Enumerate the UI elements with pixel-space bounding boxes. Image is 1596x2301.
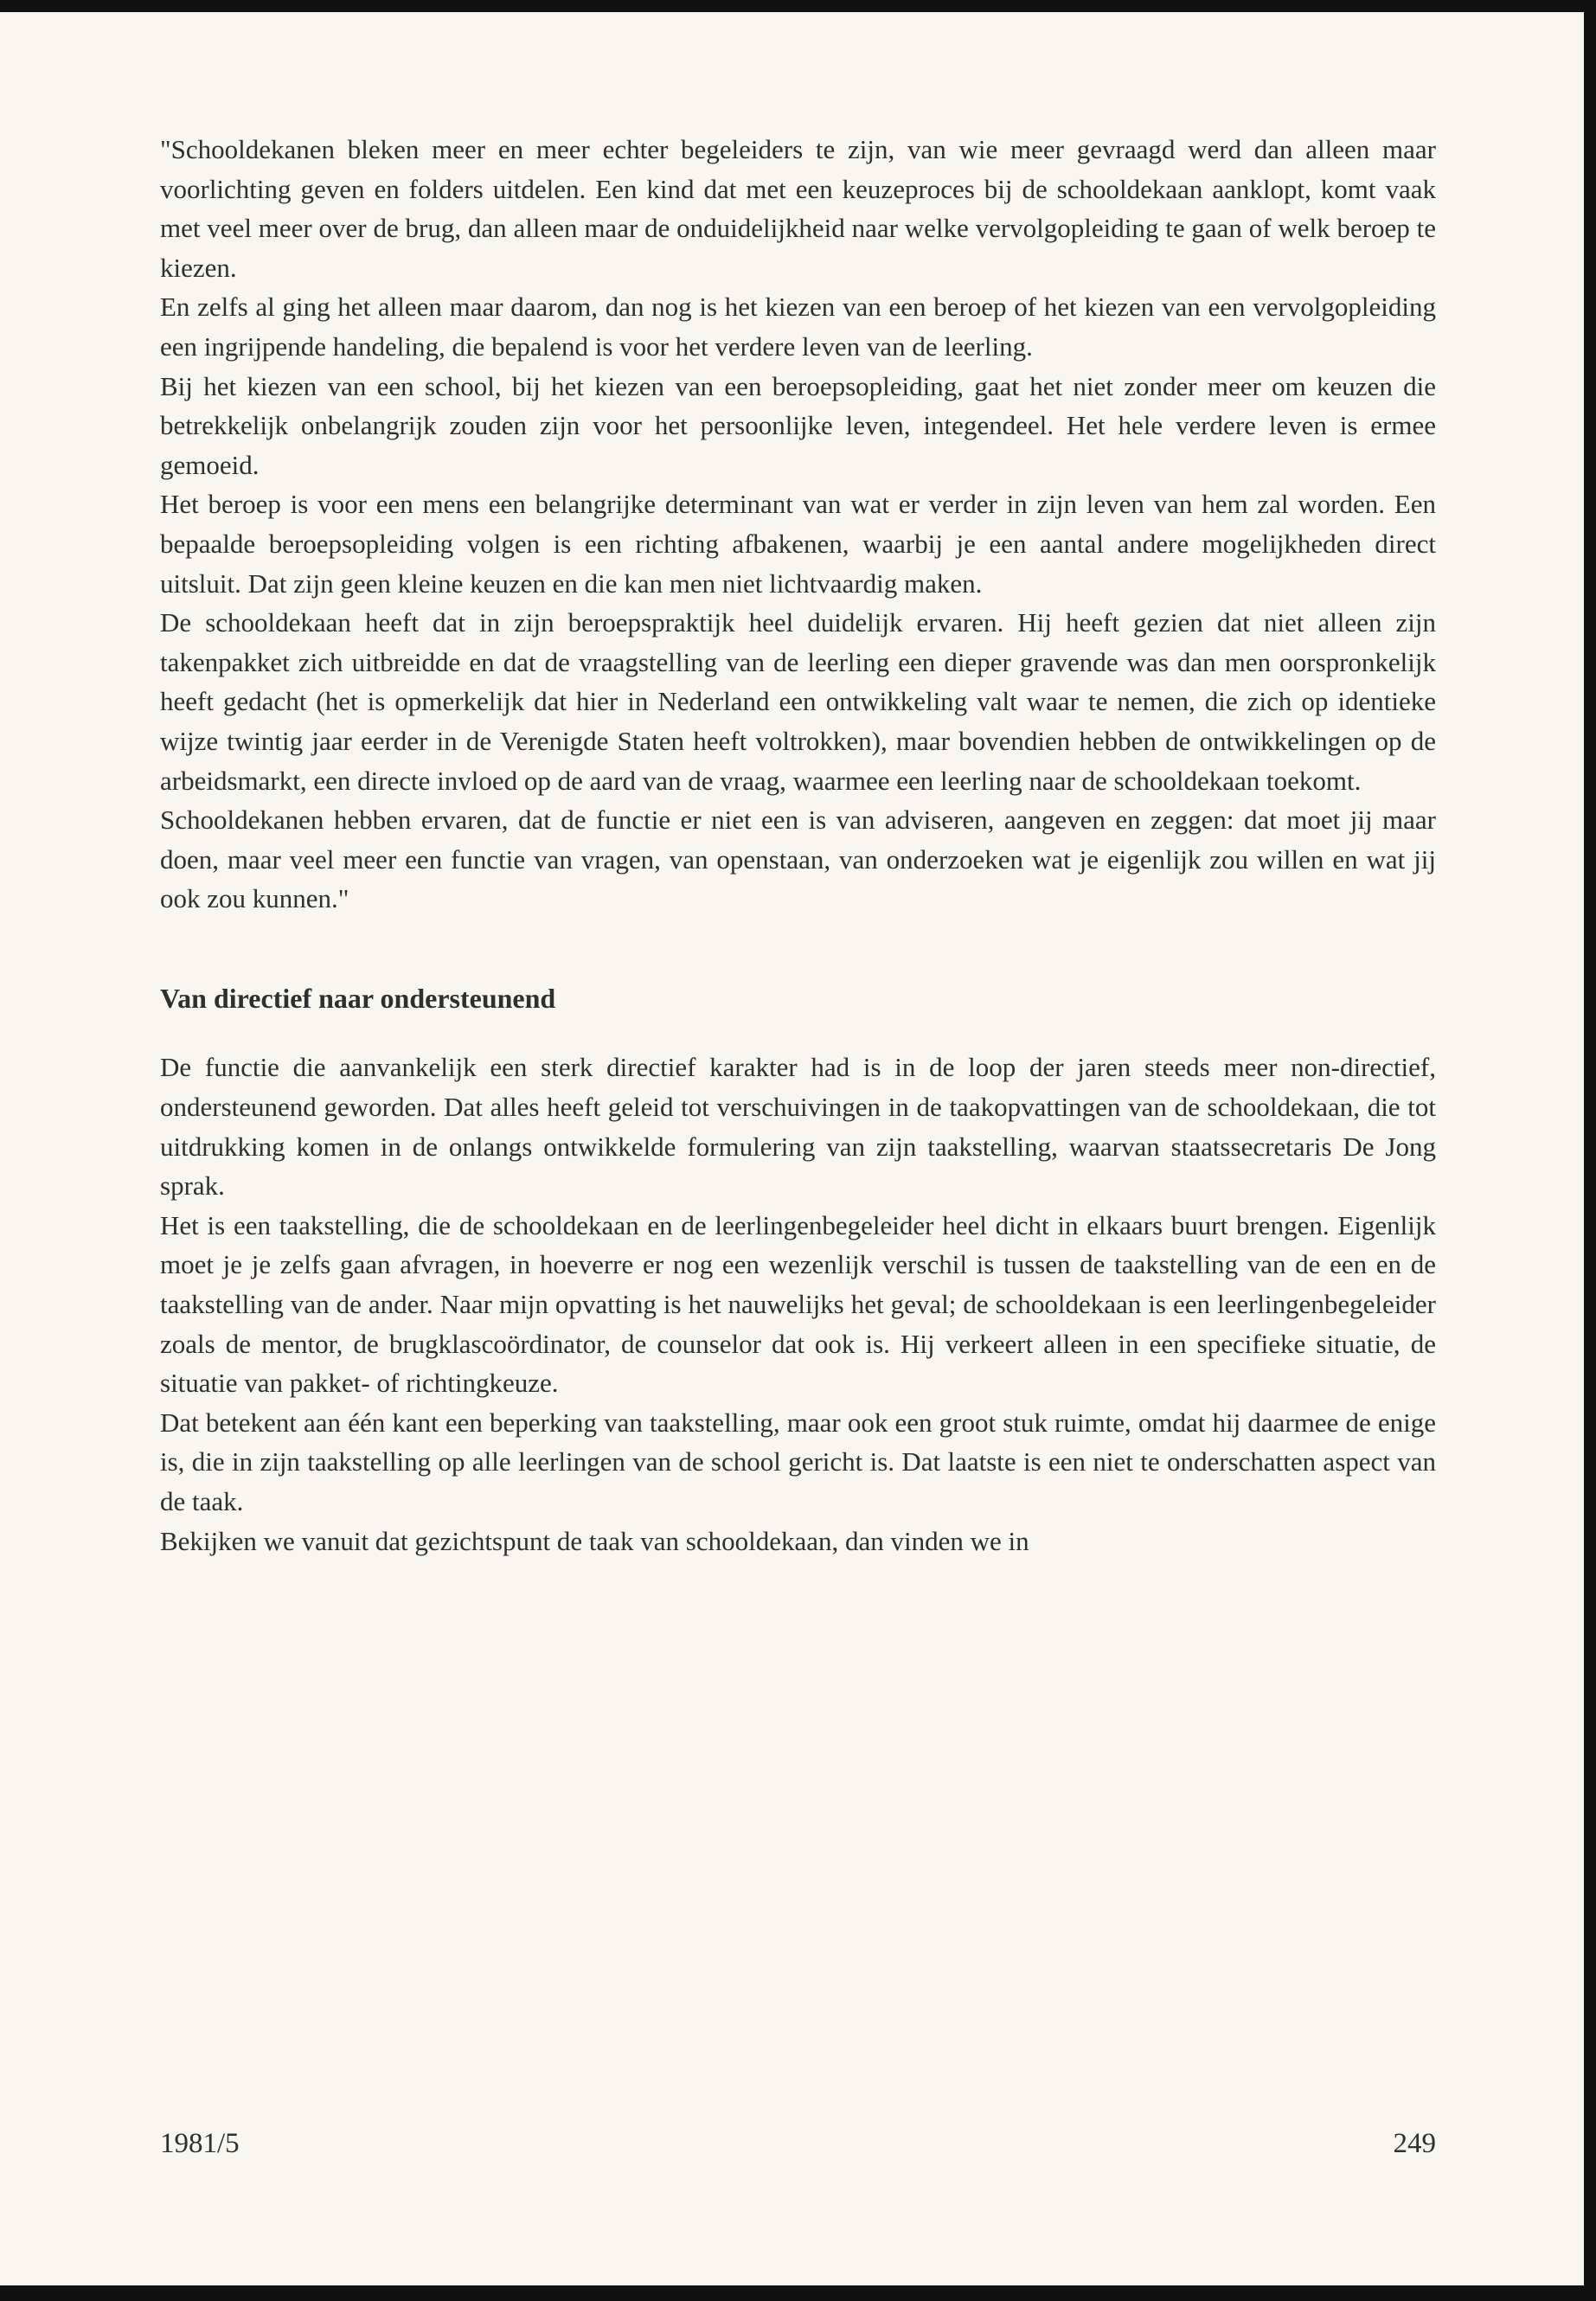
page-body: [160, 130, 1436, 1561]
section-heading: Van directief naar ondersteunend: [160, 982, 556, 1014]
paragraph-section-2: Het is een taakstelling, die de schooldekaan en de leerlingenbegeleider heel dicht in elkaars buurt brengen. Eigenlijk moet je je zelfs gaan afvragen, in hoeverre er nog een wezenlijk verschil is tussen de taakstelling van de een en de taakstelling van de ander. Naar mijn opvatting is het nauwelijks het geval; de schooldekaan is een leerlingenbegeleider zoals de mentor, de brugklascoördinator, de counselor dat ook is. Hij verkeert alleen in een specifieke situatie, de situatie van pakket- of richtingkeuze.: [160, 1209, 1436, 1399]
page-footer: [160, 2128, 1436, 2160]
scan-border-bottom: [0, 2285, 1596, 2301]
paragraph-quote-1: "Schooldekanen bleken meer en meer echter begeleiders te zijn, van wie meer gevraagd werd dan alleen maar voorlichting geven en folders uitdelen. Een kind dat met een keuzeproces bij de schooldekaan aanklopt, komt vaak met veel meer over de brug, dan alleen maar de onduidelijkheid naar welke vervolgopleiding te gaan of welk beroep te kiezen.: [160, 134, 1436, 283]
paragraph-section-4: Bekijken we vanuit dat gezichtspunt de taak van schooldekaan, dan vinden we in: [160, 1525, 1029, 1556]
paragraph-quote-3: Bij het kiezen van een school, bij het kiezen van een beroepsopleiding, gaat het niet zonder meer om keuzen die betrekkelijk onbelangrijk zouden zijn voor het persoonlijke leven, integendeel. Het hele verdere leven is ermee gemoeid.: [160, 370, 1436, 480]
scan-border-top: [0, 0, 1596, 12]
paragraph-quote-5: De schooldekaan heeft dat in zijn beroepspraktijk heel duidelijk ervaren. Hij heeft gezien dat niet alleen zijn takenpakket zich uitbreidde en dat de vraagstelling van de leerling een dieper gravende was dan men oorspronkelijk heeft gedacht (het is opmerkelijk dat hier in Nederland een ontwikkeling valt waar te nemen, die zich op identieke wijze twintig jaar eerder in de Verenigde Staten heeft voltrokken), maar bovendien hebben de ontwikkelingen op de arbeidsmarkt, een directe invloed op de aard van de vraag, waarmee een leerling naar de schooldekaan toekomt.: [160, 607, 1436, 796]
scan-border-right: [1584, 0, 1596, 2301]
paragraph-quote-4: Het beroep is voor een mens een belangrijke determinant van wat er verder in zijn leven van hem zal worden. Een bepaalde beroepsopleiding volgen is een richting afbakenen, waarbij je een aantal andere mogelijkheden direct uitsluit. Dat zijn geen kleine keuzen en die kan men niet lichtvaardig maken.: [160, 489, 1436, 599]
paragraph-quote-6: Schooldekanen hebben ervaren, dat de functie er niet een is van adviseren, aangeven en zeggen: dat moet jij maar doen, maar veel meer een functie van vragen, van openstaan, van onderzoeken wat je eigenlijk zou willen en wat jij ook zou kunnen.": [160, 804, 1436, 914]
issue-number: 1981/5: [160, 2128, 240, 2159]
paragraph-section-3: Dat betekent aan één kant een beperking van taakstelling, maar ook een groot stuk ruimte, omdat hij daarmee de enige is, die in zijn taakstelling op alle leerlingen van de school gericht is. Dat laatste is een niet te onderschatten aspect van de taak.: [160, 1407, 1436, 1516]
paragraph-quote-2: En zelfs al ging het alleen maar daarom, dan nog is het kiezen van een beroep of het kiezen van een vervolgopleiding een ingrijpende handeling, die bepalend is voor het verdere leven van de leerling.: [160, 292, 1436, 362]
paragraph-section-1: De functie die aanvankelijk een sterk directief karakter had is in de loop der jaren steeds meer non-directief, ondersteunend geworden. Dat alles heeft geleid tot verschuivingen in de taakopvattingen van de schooldekaan, die tot uitdrukking komen in de onlangs ontwikkelde formulering van zijn taakstelling, waarvan staatssecretaris De Jong sprak.: [160, 1052, 1436, 1202]
page-number: 249: [1393, 2128, 1436, 2159]
